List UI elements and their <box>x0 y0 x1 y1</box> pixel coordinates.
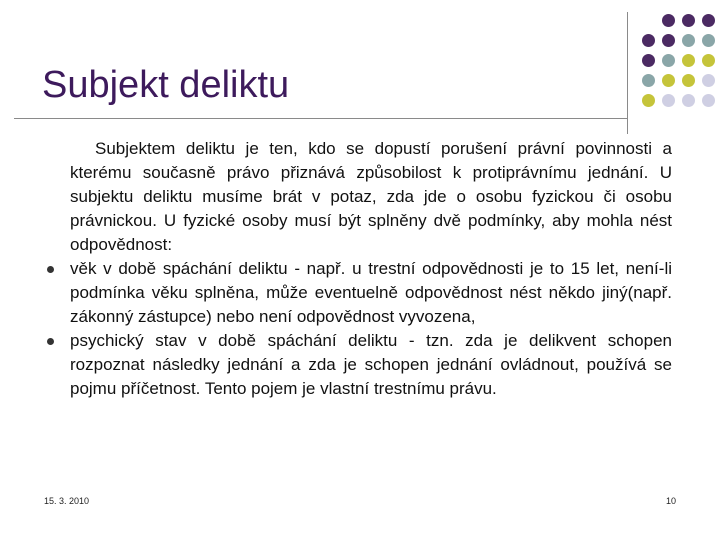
decorative-dot <box>662 34 675 47</box>
bullet-item <box>47 329 672 401</box>
bullet-item <box>47 257 672 329</box>
bullet-text: věk v době spáchání deliktu - např. u trestní odpovědnosti je to 15 let, není-li podmínka věku splněna, může eventuelně odpovědnost nést někdo jiný(např. zákonný zástupce) nebo není odpovědnost vyvozena, <box>70 259 672 326</box>
page-number: 10 <box>665 496 676 506</box>
slide-title: Subjekt deliktu <box>42 64 290 106</box>
intro-paragraph: Subjektem deliktu je ten, kdo se dopustí porušení právní povinnosti a kterému současně právo přiznává způsobilost k protiprávnímu jednání. U subjektu deliktu musíme brát v potaz, zda jde o osobu fyzickou či osobu právnickou. U fyzické osoby musí být splněny dvě podmínky, aby mohla nést odpovědnost: <box>70 139 672 254</box>
footer-date: 15. 3. 2010 <box>44 496 90 506</box>
decorative-dot <box>702 34 715 47</box>
title-divider <box>14 118 628 119</box>
decorative-dot <box>682 94 695 107</box>
decorative-dot <box>642 34 655 47</box>
decorative-dot <box>682 54 695 67</box>
decorative-dot <box>642 74 655 87</box>
decorative-dot <box>662 94 675 107</box>
decorative-dot-grid <box>640 12 720 122</box>
bullet-icon <box>47 338 54 345</box>
decorative-dot <box>702 94 715 107</box>
decorative-dot <box>702 14 715 27</box>
slide-body <box>47 137 672 401</box>
decorative-dot <box>682 14 695 27</box>
decorative-dot <box>662 54 675 67</box>
decorative-dot <box>662 14 675 27</box>
bullet-icon <box>47 266 54 273</box>
decorative-dot <box>682 34 695 47</box>
bullet-text: psychický stav v době spáchání deliktu - tzn. zda je delikvent schopen rozpoznat následky jednání a zda je schopen jednání ovládnout, používá se pojmu příčetnost. Tento pojem je vlastní trestnímu právu. <box>70 331 672 398</box>
vertical-divider <box>627 12 628 134</box>
decorative-dot <box>702 74 715 87</box>
decorative-dot <box>642 54 655 67</box>
decorative-dot <box>702 54 715 67</box>
decorative-dot <box>642 94 655 107</box>
decorative-dot <box>682 74 695 87</box>
decorative-dot <box>662 74 675 87</box>
